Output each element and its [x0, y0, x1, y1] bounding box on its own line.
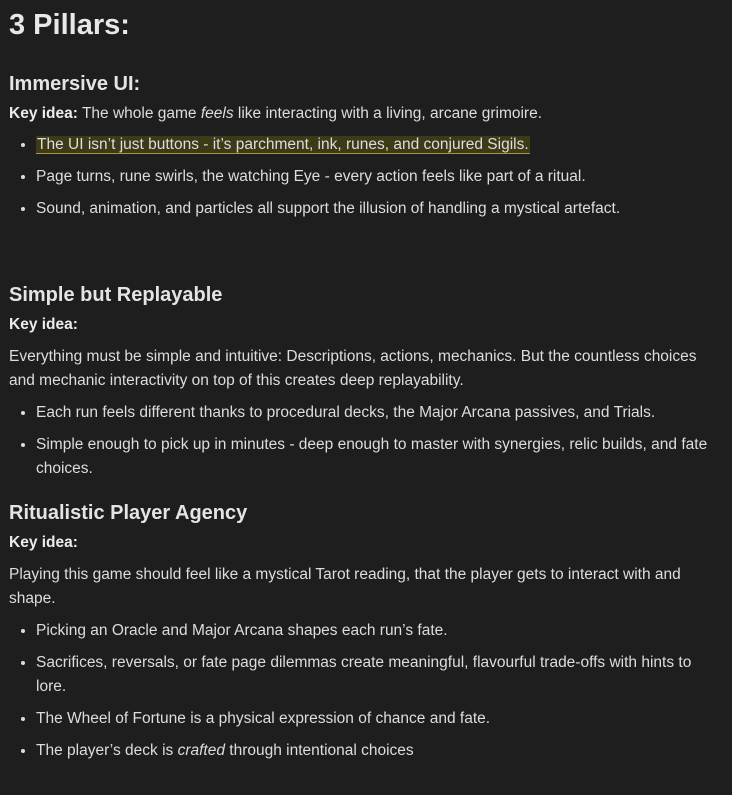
list-item-emphasis: crafted	[177, 742, 225, 759]
pillar-heading: Ritualistic Player Agency	[9, 502, 248, 524]
pillar-ritualistic-agency	[9, 499, 722, 763]
key-idea-text: The whole game	[77, 105, 201, 122]
bullet-list	[9, 133, 722, 221]
key-idea	[9, 313, 722, 337]
list-item-text-end: through intentional choices	[224, 742, 414, 759]
pillar-immersive-ui	[9, 70, 722, 221]
key-idea-label: Key idea:	[9, 316, 78, 333]
key-idea	[9, 102, 722, 126]
list-item-text: The player’s deck is	[36, 742, 178, 759]
list-item: • Simple enough to pick up in minutes - deep enough to master with synergies, relic builds, and fate choices.	[36, 433, 722, 481]
list-item: • Sound, animation, and particles all support the illusion of handling a mystical artefact.	[36, 197, 722, 221]
key-idea-label: Key idea:	[9, 534, 78, 551]
list-item: • Sacrifices, reversals, or fate page dilemmas create meaningful, flavourful trade-offs with hints to lore.	[36, 651, 722, 699]
highlighted-text: The UI isn’t just buttons - it’s parchment, ink, runes, and conjured Sigils.	[37, 136, 529, 153]
list-item: • The Wheel of Fortune is a physical expression of chance and fate.	[36, 707, 722, 731]
list-item: • Page turns, rune swirls, the watching Eye - every action feels like part of a ritual.	[36, 165, 722, 189]
key-idea	[9, 531, 722, 555]
pillar-description: Playing this game should feel like a mystical Tarot reading, that the player gets to interact with and shape.	[9, 566, 681, 607]
bullet-list	[9, 401, 722, 481]
pillar-simple-replayable	[9, 281, 722, 481]
list-item	[36, 133, 722, 157]
pillar-heading: Immersive UI:	[9, 73, 141, 95]
key-idea-label: Key idea:	[9, 105, 78, 122]
key-idea-emphasis: feels	[200, 105, 234, 122]
pillar-heading: Simple but Replayable	[9, 284, 223, 306]
key-idea-text-end: like interacting with a living, arcane grimoire.	[233, 105, 543, 122]
pillar-description: Everything must be simple and intuitive: Descriptions, actions, mechanics. But the countless choices and mechanic interactivity on top of this creates deep replayability.	[9, 348, 697, 389]
list-item: • Picking an Oracle and Major Arcana shapes each run’s fate.	[36, 619, 722, 643]
page-title: 3 Pillars:	[9, 9, 130, 41]
list-item: • Each run feels different thanks to procedural decks, the Major Arcana passives, and Trials.	[36, 401, 722, 425]
bullet-list	[9, 619, 722, 763]
list-item	[36, 739, 722, 763]
